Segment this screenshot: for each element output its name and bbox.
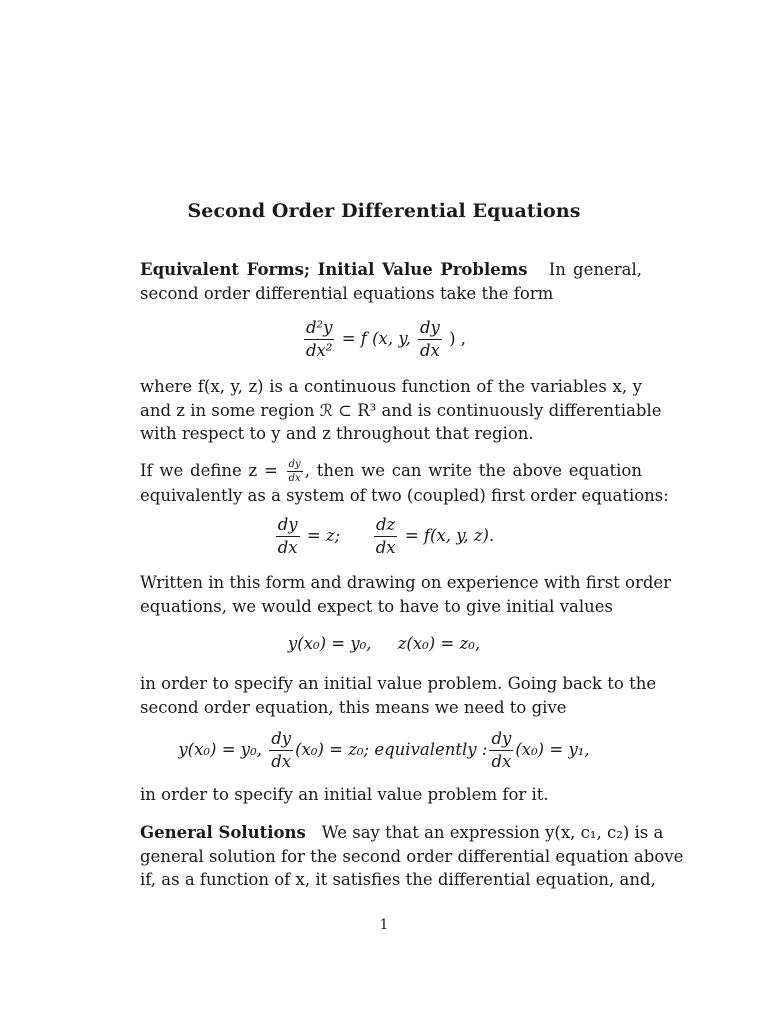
define-z-line-1	[140, 459, 642, 484]
system-fraction-dy	[276, 515, 300, 558]
inline-dy-dx-fraction	[287, 459, 303, 484]
fraction-numerator: dy	[269, 729, 293, 751]
equation-first-order-system	[0, 515, 768, 558]
paragraph-line: second order equation, this means we need to give	[140, 697, 567, 717]
page-title: Second Order Differential Equations	[187, 200, 581, 222]
paragraph-line: in order to specify an initial value problem. Going back to the	[140, 674, 657, 693]
equation-middle: = f (x, y,	[341, 329, 411, 348]
general-solutions-line-1	[140, 821, 664, 845]
fraction-numerator: dy	[418, 318, 442, 340]
system-part-1: = z;	[306, 526, 341, 545]
ivp-for-it-paragraph	[140, 783, 642, 807]
intro-line-2: second order differential equations take the form	[140, 283, 554, 303]
equation-second-order-form	[0, 318, 768, 361]
paragraph-line: in order to specify an initial value problem for it.	[140, 785, 549, 804]
fraction-numerator: dy	[276, 515, 300, 537]
ivp-fraction-1	[269, 729, 293, 772]
specify-ivp-paragraph	[140, 672, 657, 719]
ivp-fraction-2	[489, 729, 513, 772]
initial-values-paragraph	[140, 571, 672, 618]
ivp-middle: (x₀) = z₀; equivalently :	[295, 740, 488, 759]
general-solutions-line-1-tail: We say that an expression y(x, c₁, c₂) is a	[321, 823, 664, 842]
section-heading-general-solutions: General Solutions	[140, 823, 306, 842]
paragraph-line: and z in some region ℛ ⊂ R³ and is continuously differentiable	[140, 400, 662, 420]
paragraph-line: equivalently as a system of two (coupled) first order equations:	[140, 486, 669, 505]
continuity-paragraph	[140, 375, 662, 446]
fraction-denominator: dx	[491, 752, 512, 771]
paragraph-line: equations, we would expect to have to give initial values	[140, 596, 613, 616]
fraction-denominator: dx	[277, 538, 298, 557]
fraction-numerator: dz	[374, 515, 397, 537]
page-number: 1	[379, 917, 389, 933]
fraction-numerator: dy	[489, 729, 513, 751]
define-z-prefix: If we define z =	[140, 461, 278, 480]
fraction-denominator: dx	[419, 341, 440, 360]
section-heading-equivalent-forms: Equivalent Forms; Initial Value Problems	[140, 260, 528, 279]
paragraph-line: where f(x, y, z) is a continuous function of the variables x, y	[140, 377, 642, 396]
fraction-denominator: dx	[288, 473, 301, 484]
fraction-numerator: dy	[288, 459, 301, 470]
define-z-suffix: , then we can write the above equation	[304, 461, 642, 480]
intro-line-1-tail: In general,	[548, 260, 642, 279]
ivp-tail: (x₀) = y₁,	[515, 740, 590, 759]
section-intro-paragraph	[140, 258, 642, 305]
define-z-paragraph	[140, 459, 669, 508]
equation-second-order-initial-values	[0, 729, 768, 772]
ivp-prefix: y(x₀) = y₀,	[178, 740, 262, 759]
system-fraction-dz	[374, 515, 398, 558]
system-part-2: = f(x, y, z).	[404, 526, 495, 545]
paragraph-line: general solution for the second order differential equation above	[140, 846, 684, 866]
paragraph-line: if, as a function of x, it satisfies the differential equation, and,	[140, 870, 656, 889]
fraction-denominator: dx²	[305, 341, 333, 360]
intro-line-1	[140, 258, 642, 282]
fraction-numerator: d²y	[304, 318, 335, 340]
fraction-denominator: dx	[271, 752, 292, 771]
paragraph-line: Written in this form and drawing on experience with first order	[140, 573, 672, 592]
general-solutions-paragraph	[140, 821, 684, 892]
equation-inner-fraction	[418, 318, 442, 361]
equation-lhs-fraction	[304, 318, 335, 361]
fraction-denominator: dx	[375, 538, 396, 557]
equation-initial-values: y(x₀) = y₀, z(x₀) = z₀,	[287, 634, 481, 653]
equation-tail: ) ,	[449, 329, 467, 348]
paragraph-line: with respect to y and z throughout that region.	[140, 424, 534, 443]
